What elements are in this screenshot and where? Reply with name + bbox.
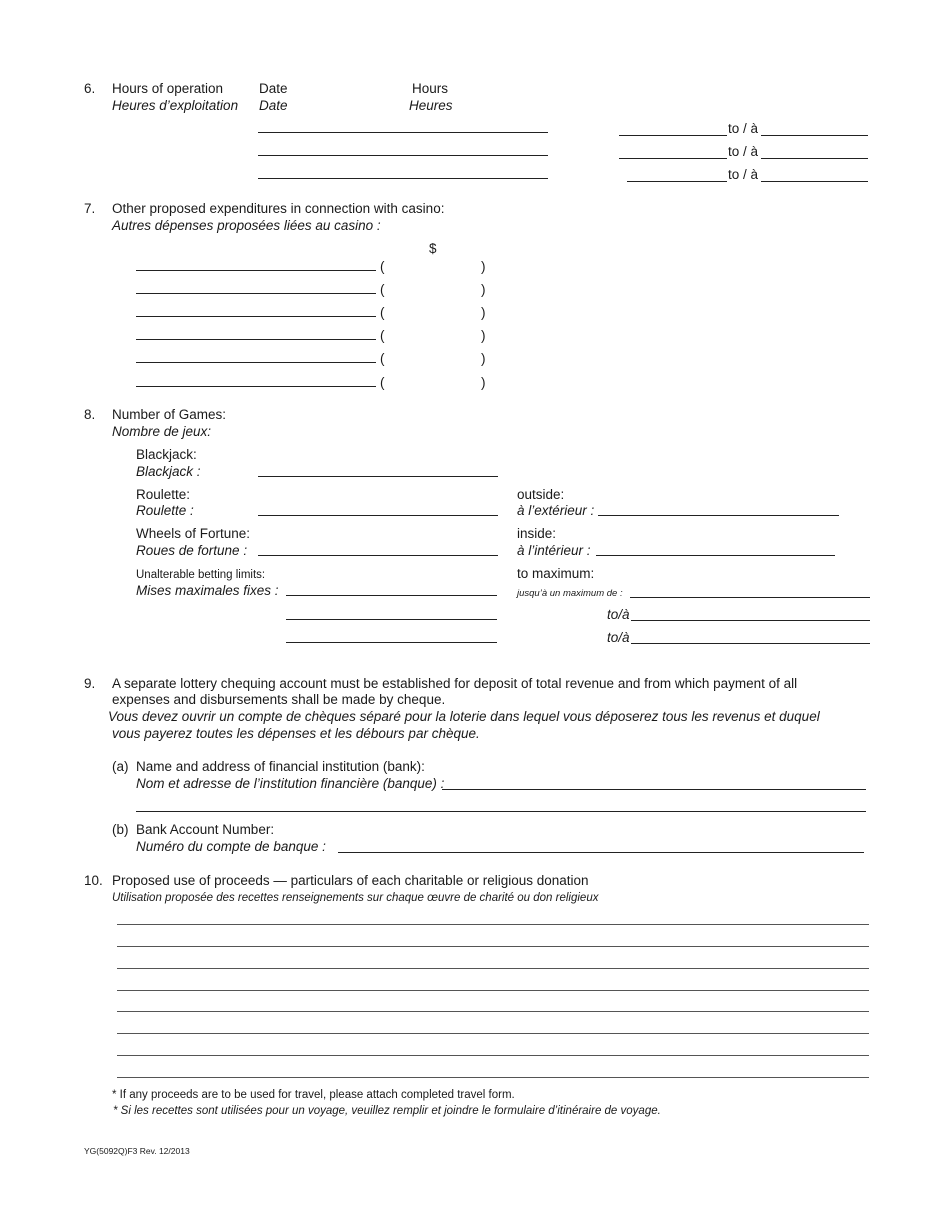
- sec7-close-paren-2: ): [481, 282, 486, 297]
- sec10-label-en: Proposed use of proceeds — particulars of each charitable or religious donation: [112, 873, 589, 888]
- sec7-close-paren-1: ): [481, 259, 486, 274]
- sec6-date-field-3[interactable]: [258, 178, 548, 179]
- sec7-number: 7.: [84, 201, 96, 216]
- sec8-to-label-2: to/à: [607, 630, 630, 645]
- sec10-line-6[interactable]: [117, 1033, 869, 1034]
- sec9a-bank-field-1[interactable]: [442, 789, 866, 790]
- sec8-label-en: Number of Games:: [112, 407, 227, 422]
- sec9-text-en-2: expenses and disbursements shall be made by cheque.: [112, 692, 446, 707]
- sec7-item-field-3[interactable]: [136, 316, 376, 317]
- travel-note-en: * If any proceeds are to be used for travel, please attach completed travel form.: [112, 1089, 515, 1101]
- sec7-open-paren-3: (: [380, 305, 385, 320]
- sec10-number: 10.: [84, 873, 103, 888]
- sec7-open-paren-5: (: [380, 351, 385, 366]
- sec9a-bank-field-2[interactable]: [136, 811, 866, 812]
- sec6-number: 6.: [84, 81, 96, 96]
- sec9-text-en-1: A separate lottery chequing account must be established for deposit of total revenue and from which payment of all: [112, 676, 798, 691]
- sec9b-account-field[interactable]: [338, 852, 864, 853]
- sec10-line-1[interactable]: [117, 924, 869, 925]
- sec8-to-field-1[interactable]: [631, 620, 870, 621]
- sec7-open-paren-6: (: [380, 375, 385, 390]
- sec7-item-field-5[interactable]: [136, 362, 376, 363]
- sec6-date-field-1[interactable]: [258, 132, 548, 133]
- sec10-line-5[interactable]: [117, 1011, 869, 1012]
- sec7-open-paren-2: (: [380, 282, 385, 297]
- sec8-inside-field[interactable]: [596, 555, 835, 556]
- sec8-roulette-label-fr: Roulette :: [136, 503, 194, 518]
- sec8-limits-field-1[interactable]: [286, 595, 497, 596]
- sec7-close-paren-5: ): [481, 351, 486, 366]
- sec9a-text-fr: Nom et adresse de l’institution financière (banque) :: [136, 776, 445, 791]
- sec8-blackjack-label-fr: Blackjack :: [136, 464, 201, 479]
- sec7-label-fr: Autres dépenses proposées liées au casino :: [112, 218, 381, 233]
- sec9b-text-fr: Numéro du compte de banque :: [136, 839, 326, 854]
- sec8-wheels-label-en: Wheels of Fortune:: [136, 526, 251, 541]
- sec6-to-label-2: to / à: [728, 144, 759, 159]
- sec6-date-field-2[interactable]: [258, 155, 548, 156]
- sec10-line-8[interactable]: [117, 1077, 869, 1078]
- sec8-inside-label-en: inside:: [517, 526, 557, 541]
- sec7-label-en: Other proposed expenditures in connection with casino:: [112, 201, 445, 216]
- sec8-outside-label-fr: à l’extérieur :: [517, 503, 595, 518]
- sec10-line-4[interactable]: [117, 990, 869, 991]
- sec8-outside-label-en: outside:: [517, 487, 565, 502]
- sec6-hours-to-field-3[interactable]: [761, 181, 868, 182]
- sec6-hours-from-field-2[interactable]: [619, 158, 727, 159]
- sec8-blackjack-label-en: Blackjack:: [136, 447, 197, 462]
- sec8-max-label-fr: jusqu’à un maximum de :: [517, 588, 623, 599]
- sec9a-text-en: Name and address of financial institution (bank):: [136, 759, 425, 774]
- sec6-to-label-3: to / à: [728, 167, 759, 182]
- sec7-open-paren-1: (: [380, 259, 385, 274]
- sec7-close-paren-3: ): [481, 305, 486, 320]
- sec9-text-fr-2: vous payerez toutes les dépenses et les débours par chèque.: [112, 726, 480, 741]
- sec7-item-field-4[interactable]: [136, 339, 376, 340]
- sec8-max-field[interactable]: [630, 597, 870, 598]
- form-code: YG(5092Q)F3 Rev. 12/2013: [84, 1146, 190, 1156]
- sec8-limits-label-fr: Mises maximales fixes :: [136, 583, 279, 598]
- sec7-open-paren-4: (: [380, 328, 385, 343]
- sec8-limits-field-3[interactable]: [286, 642, 497, 643]
- sec8-wheels-field[interactable]: [258, 555, 498, 556]
- sec6-label-en: Hours of operation: [112, 81, 224, 96]
- sec6-hours-header-fr: Heures: [409, 98, 453, 113]
- sec10-line-3[interactable]: [117, 968, 869, 969]
- sec6-hours-from-field-3[interactable]: [627, 181, 727, 182]
- sec7-close-paren-4: ): [481, 328, 486, 343]
- sec7-item-field-2[interactable]: [136, 293, 376, 294]
- sec9b-text-en: Bank Account Number:: [136, 822, 275, 837]
- sec6-label-fr: Heures d’exploitation: [112, 98, 239, 113]
- sec6-hours-from-field-1[interactable]: [619, 135, 727, 136]
- sec6-date-header-en: Date: [259, 81, 288, 96]
- sec9b-label: (b): [112, 822, 129, 837]
- sec8-label-fr: Nombre de jeux:: [112, 424, 212, 439]
- sec8-to-field-2[interactable]: [631, 643, 870, 644]
- sec8-limits-field-2[interactable]: [286, 619, 497, 620]
- sec8-wheels-label-fr: Roues de fortune :: [136, 543, 248, 558]
- sec7-item-field-6[interactable]: [136, 386, 376, 387]
- sec8-blackjack-field[interactable]: [258, 476, 498, 477]
- sec8-number: 8.: [84, 407, 96, 422]
- sec6-hours-to-field-2[interactable]: [761, 158, 868, 159]
- sec10-label-fr: Utilisation proposée des recettes renseignements sur chaque œuvre de charité ou don religieux: [112, 892, 599, 904]
- sec8-outside-field[interactable]: [598, 515, 839, 516]
- sec9a-label: (a): [112, 759, 129, 774]
- sec6-hours-to-field-1[interactable]: [761, 135, 868, 136]
- sec9-text-fr-1: Vous devez ouvrir un compte de chèques séparé pour la loterie dans lequel vous déposerez tous les revenus et duquel: [108, 709, 820, 724]
- sec8-inside-label-fr: à l’intérieur :: [517, 543, 591, 558]
- sec10-line-2[interactable]: [117, 946, 869, 947]
- sec7-item-field-1[interactable]: [136, 270, 376, 271]
- sec7-dollar-header: $: [429, 241, 437, 256]
- sec9-number: 9.: [84, 676, 96, 691]
- sec8-roulette-field[interactable]: [258, 515, 498, 516]
- sec6-to-label-1: to / à: [728, 121, 759, 136]
- sec7-close-paren-6: ): [481, 375, 486, 390]
- sec8-roulette-label-en: Roulette:: [136, 487, 191, 502]
- sec8-max-label-en: to maximum:: [517, 566, 595, 581]
- travel-note-fr: * Si les recettes sont utilisées pour un voyage, veuillez remplir et joindre le formulaire d’itinéraire de voyage.: [113, 1105, 661, 1117]
- sec8-limits-label-en: Unalterable betting limits:: [136, 569, 266, 581]
- sec8-to-label-1: to/à: [607, 607, 630, 622]
- sec6-hours-header-en: Hours: [412, 81, 449, 96]
- sec6-date-header-fr: Date: [259, 98, 288, 113]
- sec10-line-7[interactable]: [117, 1055, 869, 1056]
